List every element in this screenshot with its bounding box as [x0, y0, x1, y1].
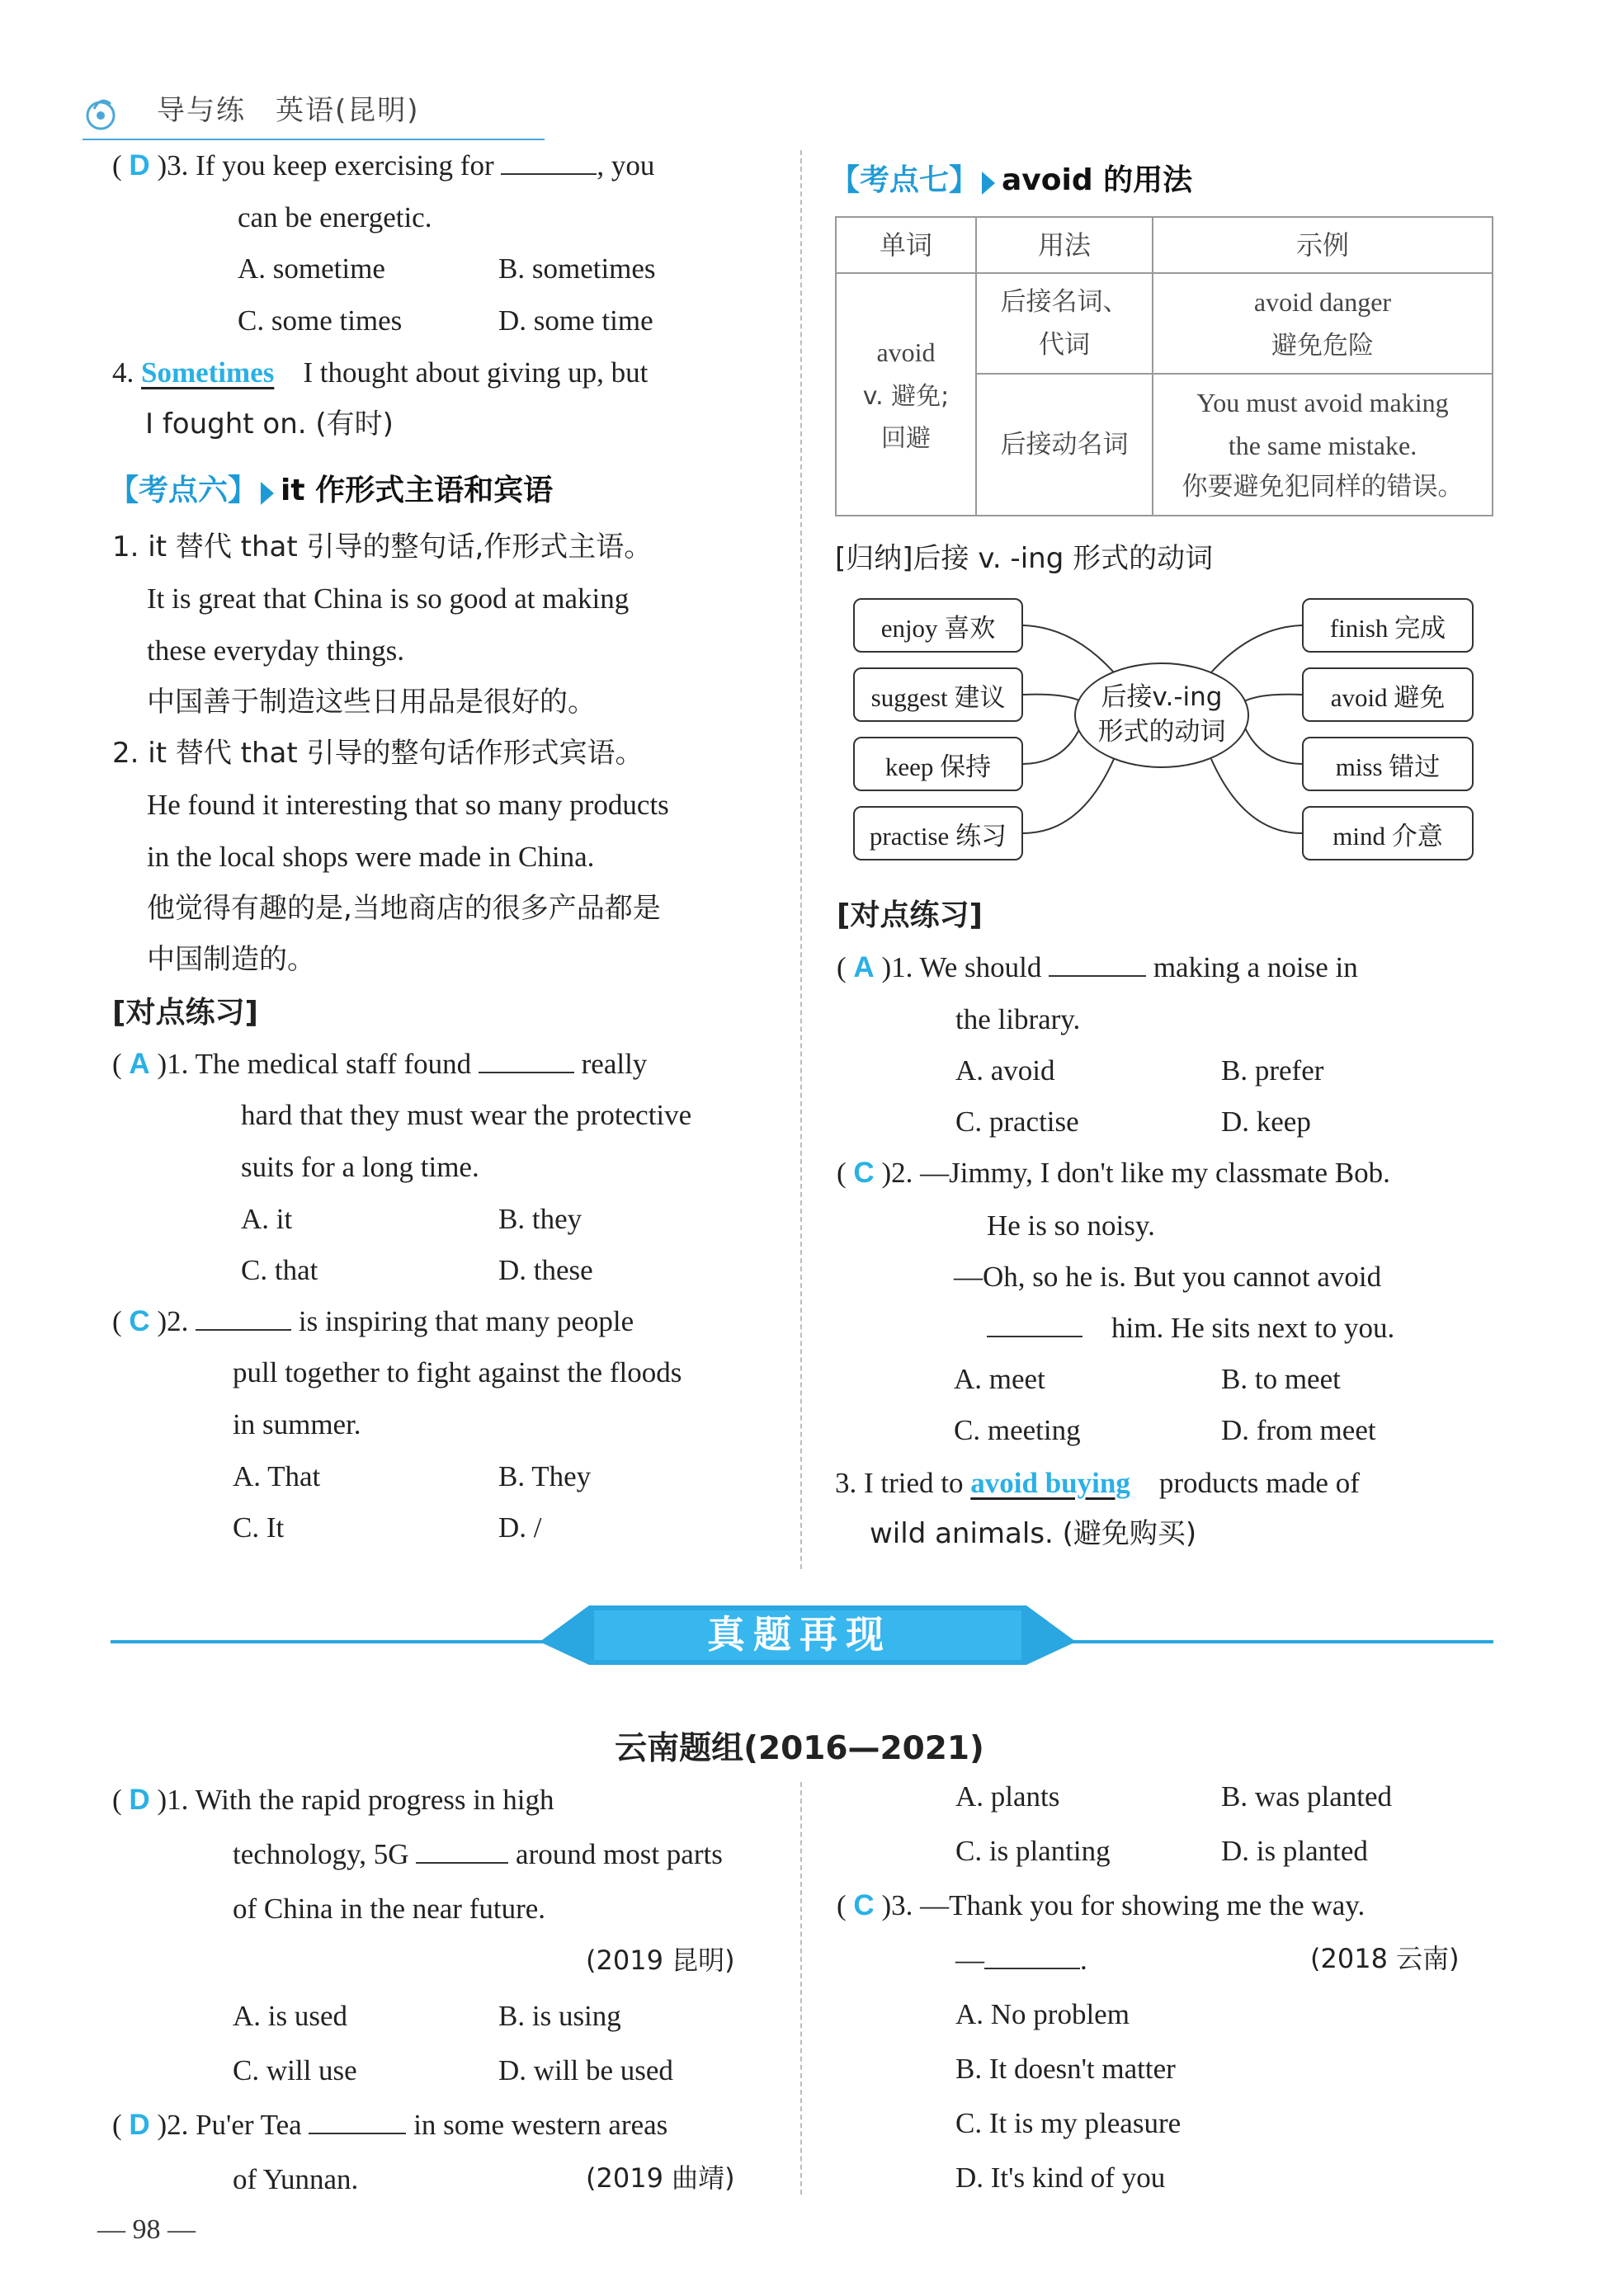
option-a: A. avoid [955, 1054, 1055, 1087]
option-c: C. meeting [954, 1414, 1081, 1446]
header-title: 导与练 英语(昆明) [157, 94, 420, 127]
practice-heading: [对点练习] [112, 996, 258, 1030]
option-a: A. meet [954, 1363, 1045, 1395]
e2-line3: in summer. [233, 1408, 361, 1440]
option-b: B. It doesn't matter [955, 2053, 1176, 2085]
mindmap-node: practise 练习 [853, 806, 1023, 860]
option-b: B. was planted [1221, 1780, 1393, 1813]
mindmap-node: suggest 建议 [853, 667, 1023, 722]
answer-mark: C [853, 1889, 875, 1921]
option-a: A. it [241, 1203, 293, 1235]
r-e2-line3: —Oh, so he is. But you cannot avoid [954, 1261, 1382, 1293]
rule-2: 2. it 替代 that 引导的整句话作形式宾语。 [112, 737, 644, 770]
section-title: 云南题组(2016—2021) [615, 1730, 984, 1767]
table-header: 单词 [836, 217, 976, 273]
option-d: D. some time [498, 304, 653, 337]
option-d: D. is planted [1221, 1835, 1368, 1867]
example-line: He found it interesting that so many products [147, 789, 669, 821]
practice-heading: [对点练习] [837, 898, 983, 932]
table-cell-word: avoid v. 避免; 回避 [836, 273, 976, 516]
translation-line: 中国制造的。 [147, 943, 315, 976]
q3-line1: ( D )3. If you keep exercising for , you [112, 149, 655, 182]
option-b: B. to meet [1221, 1363, 1341, 1395]
answer-mark: D [129, 1784, 150, 1816]
mindmap-node: finish 完成 [1302, 598, 1474, 653]
r-e1-line1: ( A )1. We should making a noise in [837, 951, 1358, 983]
option-a: A. is used [233, 2000, 348, 2032]
table-cell-example: avoid danger 避免危险 [1153, 273, 1493, 374]
e2-line2: pull together to fight against the floods [233, 1356, 682, 1388]
r-e3-line1: 3. I tried to avoid buying products made of [835, 1467, 1360, 1499]
table-header: 示例 [1153, 217, 1493, 273]
answer-mark: C [853, 1157, 875, 1189]
q4-line1: 4. Sometimes I thought about giving up, but [112, 356, 649, 389]
option-b: B. is using [498, 2000, 621, 2032]
bq3-line1: ( C )3. —Thank you for showing me the way. [837, 1889, 1366, 1921]
section-heading-7: 【考点七】 avoid 的用法 [830, 163, 1193, 197]
e2-line1: ( C )2. is inspiring that many people [112, 1305, 634, 1337]
mindmap-node: miss 错过 [1302, 737, 1474, 791]
option-d: D. It's kind of you [955, 2162, 1166, 2194]
option-c: C. It is my pleasure [955, 2107, 1182, 2139]
translation-line: 中国善于制造这些日用品是很好的。 [147, 686, 596, 719]
bq1-line1: ( D )1. With the rapid progress in high [112, 1784, 554, 1816]
bq1-line3: of China in the near future. [233, 1893, 546, 1925]
filled-answer: Sometimes [141, 356, 275, 389]
bq3-line2: — . [955, 1944, 1087, 1976]
answer-mark: D [129, 149, 150, 182]
option-b: B. sometimes [498, 252, 656, 285]
option-b: B. they [498, 1203, 583, 1235]
mindmap-node: enjoy 喜欢 [853, 598, 1023, 653]
bq2-line1: ( D )2. Pu'er Tea in some western areas [112, 2109, 668, 2141]
source-tag: (2019 曲靖) [586, 2162, 735, 2194]
filled-answer: avoid buying [970, 1467, 1130, 1499]
example-line: these everyday things. [147, 634, 404, 667]
option-a: A. sometime [238, 252, 385, 285]
option-d: D. these [498, 1254, 593, 1286]
option-b: B. They [498, 1460, 592, 1492]
option-d: D. will be used [498, 2054, 673, 2086]
r-e2-line2: He is so noisy. [987, 1209, 1155, 1242]
q4-line2: I fought on. (有时) [145, 408, 394, 441]
r-e1-line2: the library. [955, 1003, 1081, 1035]
option-a: A. That [233, 1460, 321, 1492]
answer-mark: A [129, 1048, 150, 1080]
source-tag: (2018 云南) [1310, 1943, 1460, 1974]
option-c: C. some times [238, 304, 403, 337]
table-cell-usage: 后接名词、 代词 [976, 273, 1153, 374]
option-a: A. No problem [955, 1998, 1130, 2030]
r-e2-line4: him. He sits next to you. [987, 1313, 1394, 1342]
q3-line2: can be energetic. [238, 201, 432, 233]
mindmap-node: avoid 避免 [1302, 667, 1474, 722]
mindmap-center: 后接v.-ing 形式的动词 [1074, 662, 1249, 768]
option-c: C. is planting [955, 1835, 1111, 1867]
e1-line2: hard that they must wear the protective [241, 1099, 692, 1131]
bq2-line2: of Yunnan. [233, 2163, 359, 2195]
table-cell-usage: 后接动名词 [976, 374, 1153, 516]
option-d: D. from meet [1221, 1414, 1376, 1446]
source-tag: (2019 昆明) [586, 1945, 735, 1976]
option-c: C. that [241, 1254, 318, 1286]
r-e3-line2: wild animals. (避免购买) [870, 1517, 1197, 1550]
summary-heading: [归纳]后接 v. -ing 形式的动词 [835, 542, 1214, 575]
section-heading-6: 【考点六】 it 作形式主语和宾语 [109, 474, 554, 507]
e1-line1: ( A )1. The medical staff found really [112, 1048, 648, 1080]
option-b: B. prefer [1221, 1054, 1324, 1087]
e1-line3: suits for a long time. [241, 1151, 479, 1183]
bq1-line2: technology, 5G around most parts [233, 1838, 723, 1870]
table-cell-example: You must avoid making the same mistake. 你要避免犯同样的错误。 [1153, 374, 1493, 516]
table-header: 用法 [976, 217, 1153, 273]
option-d: D. keep [1221, 1106, 1311, 1138]
example-line: It is great that China is so good at making [147, 582, 630, 615]
r-e2-line1: ( C )2. —Jimmy, I don't like my classmate Bob. [837, 1157, 1390, 1189]
answer-mark: A [853, 951, 875, 983]
mindmap-node: keep 保持 [853, 737, 1023, 791]
translation-line: 他觉得有趣的是,当地商店的很多产品都是 [147, 892, 661, 925]
option-c: C. practise [955, 1106, 1079, 1138]
answer-mark: D [129, 2109, 150, 2141]
answer-mark: C [129, 1305, 150, 1337]
option-c: C. will use [233, 2054, 357, 2086]
example-line: in the local shops were made in China. [147, 841, 595, 873]
banner-title: 真题再现 [707, 1612, 892, 1657]
option-d: D. / [498, 1511, 542, 1544]
option-a: A. plants [955, 1780, 1060, 1813]
column-divider [800, 1782, 802, 2195]
rule-1: 1. it 替代 that 引导的整句话,作形式主语。 [112, 530, 653, 563]
mindmap-node: mind 介意 [1302, 806, 1474, 860]
page-number: — 98 — [97, 2214, 196, 2245]
option-c: C. It [233, 1511, 285, 1544]
